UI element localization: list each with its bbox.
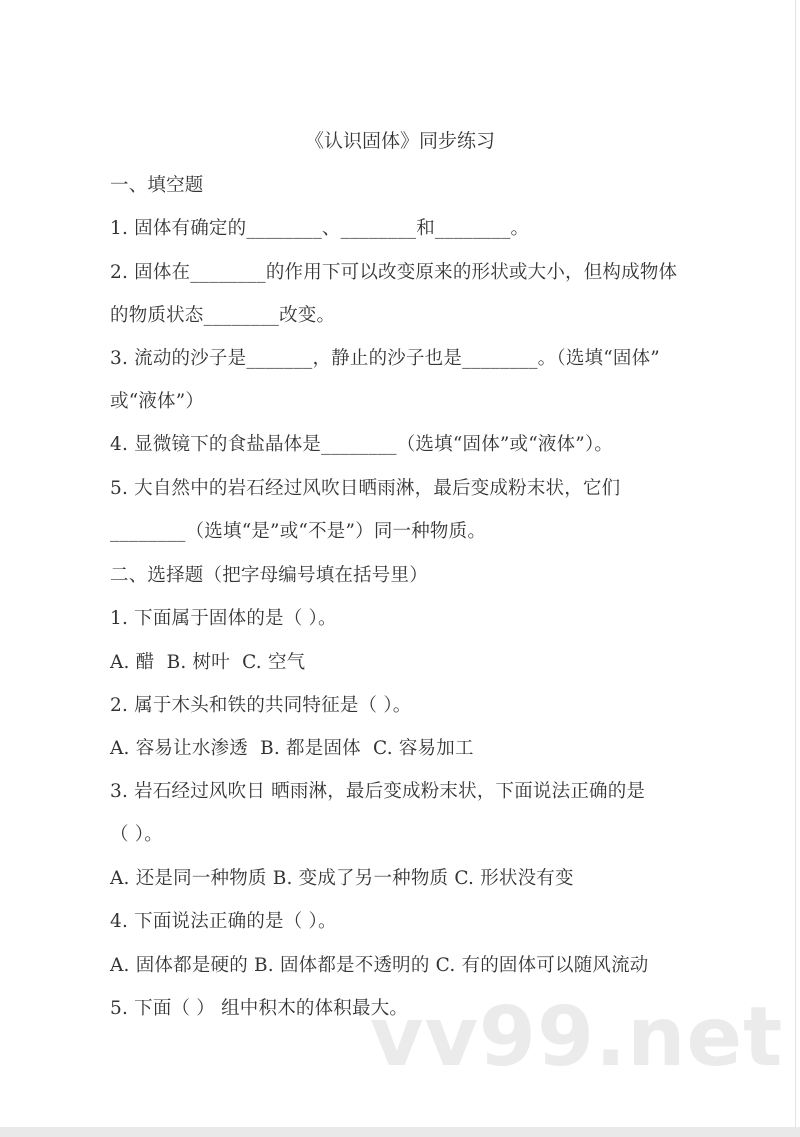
options-line: A. 醋 B. 树叶 C. 空气 bbox=[110, 652, 306, 673]
question-line: 3. 岩石经过风吹日 晒雨淋，最后变成粉末状，下面说法正确的是 bbox=[110, 781, 646, 802]
question-line: 5. 大自然中的岩石经过风吹日晒雨淋，最后变成粉末状，它们 bbox=[110, 478, 621, 499]
options-line: A. 容易让水渗透 B. 都是固体 C. 容易加工 bbox=[110, 738, 474, 759]
document-title: 《认识固体》同步练习 bbox=[304, 130, 495, 152]
question-line: 1. 固体有确定的________、________和________。 bbox=[110, 218, 530, 239]
section-heading-fill-blank: 一、填空题 bbox=[110, 175, 204, 196]
question-line: 的物质状态________改变。 bbox=[110, 305, 336, 326]
watermark: vv99.net bbox=[370, 990, 784, 1085]
bottom-bar bbox=[0, 1127, 800, 1137]
question-line: 或“液体”） bbox=[110, 391, 205, 412]
question-line: 4. 下面说法正确的是（ ）。 bbox=[110, 911, 337, 932]
question-line: 1. 下面属于固体的是（ ）。 bbox=[110, 608, 337, 629]
question-line: 2. 固体在________的作用下可以改变原来的形状或大小，但构成物体 bbox=[110, 262, 678, 283]
question-line: 2. 属于木头和铁的共同特征是（ ）。 bbox=[110, 695, 412, 716]
question-line: ________（选填“是”或“不是”）同一种物质。 bbox=[110, 521, 487, 542]
section-heading-multiple-choice: 二、选择题（把字母编号填在括号里） bbox=[110, 565, 428, 586]
question-line: （ ）。 bbox=[110, 824, 163, 845]
question-line: 5. 下面（ ） 组中积木的体积最大。 bbox=[110, 998, 409, 1019]
question-line: 3. 流动的沙子是_______，静止的沙子也是________。（选填“固体” bbox=[110, 348, 660, 369]
options-line: A. 还是同一种物质 B. 变成了另一种物质 C. 形状没有变 bbox=[110, 868, 574, 889]
options-line: A. 固体都是硬的 B. 固体都是不透明的 C. 有的固体可以随风流动 bbox=[110, 955, 649, 976]
question-line: 4. 显微镜下的食盐晶体是________（选填“固体”或“液体”）。 bbox=[110, 434, 614, 455]
